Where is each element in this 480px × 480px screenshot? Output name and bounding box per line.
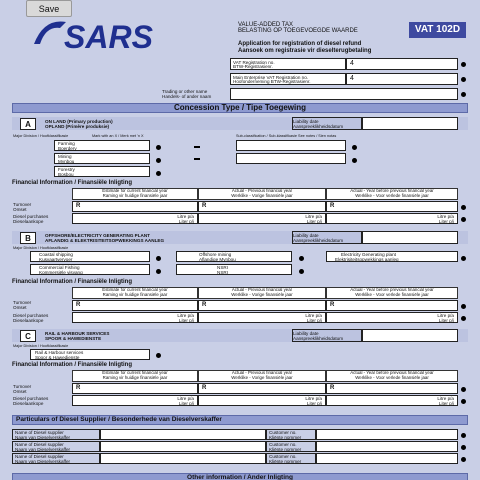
other-info-header: Other information / Ander Inligting [12,473,468,480]
turnover-estimate-field[interactable]: R [72,201,198,212]
supplier-name-field-1[interactable] [100,429,266,440]
bullet-icon [352,145,357,150]
bullet-icon [461,316,466,321]
liability-label-a [292,117,362,130]
diesel-previous-b-field[interactable]: Litre p/a Liter p/j [198,312,326,323]
financial-title-c: Financial Information / Finansiële Inligting [12,362,133,368]
concession-header: Concession Type / Tipe Toegewing [12,103,468,113]
main-ent-field[interactable]: 4 [346,73,458,85]
turnover-year-before-c-field[interactable]: R [326,383,458,394]
bullet-icon [352,158,357,163]
vat-reg-label-box: VAT Registration no. BTW-Registrasienr. [230,58,346,70]
bullet-icon [461,457,466,462]
trading-label1: Trading or other name [162,89,208,94]
bullet-icon [299,256,304,261]
liability-date-b-field[interactable] [362,231,458,244]
rail-harbour-option[interactable]: Rail & Harbour services Spoor & Hawedienste [30,349,150,360]
supplier-name-field-3[interactable] [100,453,266,464]
diesel-estimate-field[interactable]: Litre p/a Liter p/j [72,213,198,224]
bullet-icon [461,433,466,438]
bullet-icon [156,269,161,274]
bullet-icon [461,217,466,222]
forestry-option[interactable]: Forestry Bosbou [54,166,150,177]
section-c-letter: C [20,330,36,342]
customer-no-field-1[interactable] [316,429,458,440]
bullet-icon [156,171,161,176]
diesel-previous-c-field[interactable]: Litre p/a Liter p/j [198,395,326,406]
diesel-year-before-b-field[interactable]: Litre p/a Liter p/j [326,312,458,323]
bullet-icon [461,62,466,67]
financial-title-b: Financial Information / Finansiële Inligting [12,279,133,285]
turnover-previous-b-field[interactable]: R [198,300,326,311]
col-header-year-before: Actual - Year before previous financial year Werklike - Voor verlede finansiële jaar [326,188,458,200]
dash-icon [194,158,200,160]
title-line1: VALUE-ADDED TAX [238,22,294,28]
bullet-icon [156,145,161,150]
financial-title-a: Financial Information / Finansiële Inligting [12,180,133,186]
save-button[interactable]: Save [26,0,72,17]
bullet-icon [156,256,161,261]
bullet-icon [461,256,466,261]
bullet-icon [461,445,466,450]
bullet-icon [461,77,466,82]
section-a-letter: A [20,118,36,130]
liability-date-a-field[interactable] [362,117,458,130]
trading-label2: Handels- of ander naam [162,94,212,99]
col-header-estimate: Estimate for current financial year Raming vir huidige finansiële jaar [72,188,198,200]
section-b-letter: B [20,232,36,244]
form-badge: VAT 102D [409,22,466,38]
title-line2: BELASTING OP TOEGEVOEGDE WAARDE [238,28,358,34]
bullet-icon [461,387,466,392]
bullet-icon [461,399,466,404]
diesel-previous-field[interactable]: Litre p/a Liter p/j [198,213,326,224]
supplier-header: Particulars of Diesel Supplier / Besonderhede van Dieselverskaffer [12,415,468,425]
turnover-estimate-c-field[interactable]: R [72,383,198,394]
bullet-icon [461,304,466,309]
customer-no-field-3[interactable] [316,453,458,464]
supplier-name-field-2[interactable] [100,441,266,452]
turnover-estimate-b-field[interactable]: R [72,300,198,311]
vat-reg-field[interactable]: 4 [346,58,458,70]
main-ent-label-box: Main Enterprise VAT Registration no. Hoofonderneming BTW-Registrasienr. [230,73,346,85]
commercial-fishing-option[interactable]: Commercial Fishing Kommersiële visvang [30,264,150,275]
turnover-previous-field[interactable]: R [198,201,326,212]
bullet-icon [461,92,466,97]
bullet-icon [299,269,304,274]
bullet-icon [156,353,161,358]
turnover-previous-c-field[interactable]: R [198,383,326,394]
mining-option[interactable]: Mining Mynbou [54,153,150,164]
col-header-previous: Actual - Previous financial year Werklike - Vorige finansiële jaar [198,188,326,200]
offshore-mining-option[interactable]: Offshore mining Aflandige Mynbou [176,251,292,262]
nsri-option[interactable]: NSRI NSRI [176,264,292,275]
coastal-shipping-option[interactable]: Coastal shipping Kusvaartvervoer [30,251,150,262]
diesel-year-before-c-field[interactable]: Litre p/a Liter p/j [326,395,458,406]
electricity-plant-option[interactable]: Electricity Generating plant Elektrisiteitsopwekkings aanleg [326,251,458,262]
subtitle-line1: Application for registration of diesel refund [238,41,362,47]
trading-name-field[interactable] [230,88,458,100]
liability-date-c-field[interactable] [362,329,458,342]
sub-class-field-1[interactable] [236,140,346,151]
farming-option[interactable]: Farming Boerdery [54,140,150,151]
diesel-estimate-c-field[interactable]: Litre p/a Liter p/j [72,395,198,406]
turnover-year-before-b-field[interactable]: R [326,300,458,311]
customer-no-field-2[interactable] [316,441,458,452]
bullet-icon [156,158,161,163]
logo-text: SARS [64,19,153,54]
sub-class-field-2[interactable] [236,153,346,164]
turnover-year-before-field[interactable]: R [326,201,458,212]
diesel-estimate-b-field[interactable]: Litre p/a Liter p/j [72,312,198,323]
diesel-year-before-field[interactable]: Litre p/a Liter p/j [326,213,458,224]
bullet-icon [461,205,466,210]
sars-logo [30,14,156,54]
dash-icon [194,146,200,148]
subtitle-line2: Aansoek om registrasie vir dieselterugbetaling [238,48,372,54]
